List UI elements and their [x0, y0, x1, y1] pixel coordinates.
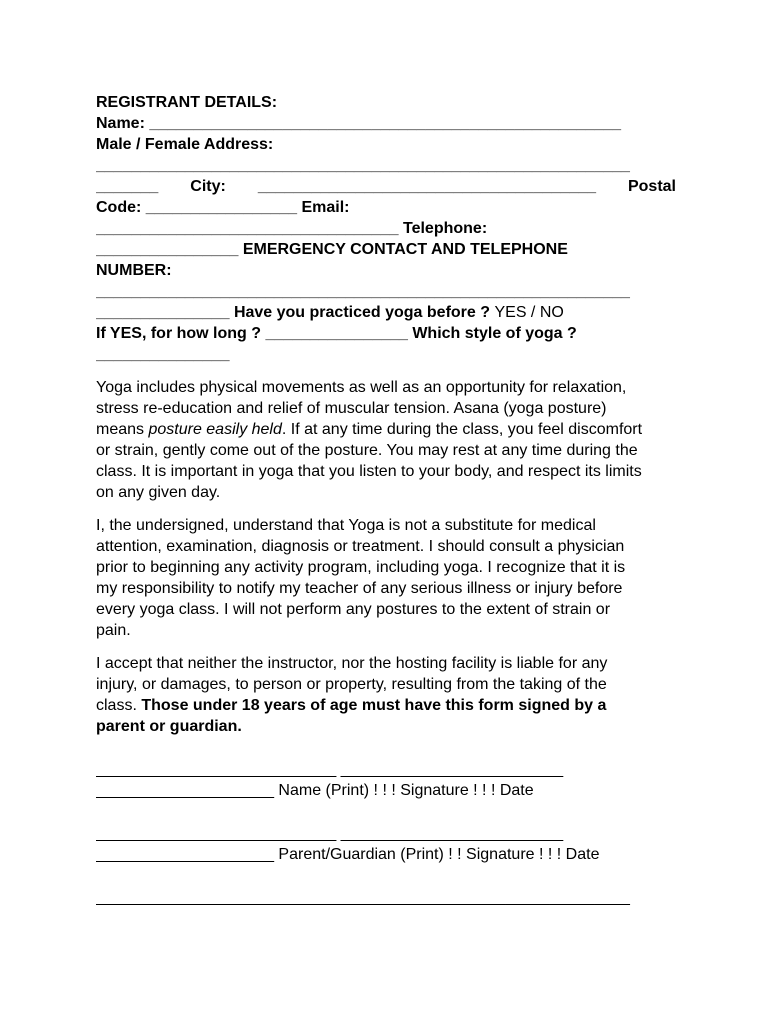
emergency-label: EMERGENCY CONTACT AND TELEPHONE — [242, 241, 568, 258]
number-label: NUMBER: — [96, 262, 172, 279]
medical-disclaimer-paragraph — [96, 515, 676, 641]
para3-line — [96, 695, 676, 716]
participant-signature-block — [96, 759, 676, 801]
final-blank-line — [96, 887, 676, 908]
participant-signature-label: Name (Print) ! ! ! Signature ! ! ! Date — [278, 782, 534, 799]
guardian-signature-caption — [96, 844, 676, 865]
para2-line: I, the undersigned, understand that Yoga is not a substitute for medical — [96, 517, 596, 534]
para2-line: my responsibility to notify my teacher of any serious illness or injury before — [96, 580, 623, 597]
guardian-date-blank: ____________________ — [96, 846, 274, 863]
para2-line: prior to beginning any activity program, including yoga. I recognize that it is — [96, 559, 626, 576]
code-email-line: Code: _________________ Email: — [96, 199, 350, 216]
para1-line — [96, 419, 676, 440]
practiced-question: Have you practiced yoga before ? — [233, 304, 491, 321]
asana-definition: posture easily held — [148, 421, 282, 438]
yoga-description-paragraph — [96, 377, 676, 503]
postal-label: Postal — [627, 178, 676, 195]
participant-date-blank: ____________________ — [96, 782, 274, 799]
guardian-signature-block — [96, 823, 676, 865]
para2-line: every yoga class. I will not perform any postures to the extent of strain or — [96, 601, 611, 618]
how-long-question: If YES, for how long ? — [96, 325, 262, 342]
style-blank-line: _______________ — [96, 346, 230, 363]
practiced-blank: _______________ — [96, 304, 230, 321]
emergency-blank: ________________ — [96, 241, 239, 258]
style-question: Which style of yoga ? — [412, 325, 577, 342]
para1-line: Yoga includes physical movements as well as an opportunity for relaxation, — [96, 379, 627, 396]
emergency-contact-line — [96, 239, 676, 260]
participant-signature-line: ___________________________ _________________________ — [96, 761, 564, 778]
telephone-line: __________________________________ Telephone: — [96, 220, 488, 237]
minor-notice: Those under 18 years of age must have this form signed by a — [141, 697, 607, 714]
final-underline: ____________________________________________________________ — [96, 889, 630, 906]
para3-line: injury, or damages, to person or property, resulting from the taking of the — [96, 676, 607, 693]
liability-paragraph — [96, 653, 676, 737]
city-postal-line — [96, 176, 676, 197]
yes-no-options: YES / NO — [494, 304, 564, 321]
yoga-registration-form — [96, 92, 676, 908]
para1-line: on any given day. — [96, 484, 221, 501]
para3-text: class. — [96, 697, 142, 714]
guardian-signature-line: ___________________________ _________________________ — [96, 825, 564, 842]
para1-text: means — [96, 421, 149, 438]
name-field-line: Name: _____________________________________________________ — [96, 115, 621, 132]
registrant-heading: REGISTRANT DETAILS: — [96, 94, 278, 111]
para2-line: pain. — [96, 622, 131, 639]
minor-notice-end: parent or guardian. — [96, 718, 242, 735]
para1-line: or strain, gently come out of the posture. You may rest at any time during the — [96, 442, 638, 459]
how-long-blank: ________________ — [265, 325, 408, 342]
guardian-signature-label: Parent/Guardian (Print) ! ! Signature ! ! ! Date — [278, 846, 600, 863]
para1-text: . If at any time during the class, you feel discomfort — [281, 421, 643, 438]
para2-line: attention, examination, diagnosis or treatment. I should consult a physician — [96, 538, 625, 555]
para3-line: I accept that neither the instructor, nor the hosting facility is liable for any — [96, 655, 608, 672]
city-field: _______ City: ______________________________________ — [96, 178, 596, 195]
emergency-blank-line: ____________________________________________________________ — [96, 283, 630, 300]
address-label: Male / Female Address: — [96, 136, 274, 153]
participant-signature-caption — [96, 780, 676, 801]
address-blank-line: ____________________________________________________________ — [96, 157, 630, 174]
how-long-line — [96, 323, 676, 344]
registrant-section — [96, 92, 676, 365]
para1-line: stress re-education and relief of muscular tension. Asana (yoga posture) — [96, 400, 607, 417]
para1-line: class. It is important in yoga that you listen to your body, and respect its limits — [96, 463, 642, 480]
practiced-yoga-line — [96, 302, 676, 323]
